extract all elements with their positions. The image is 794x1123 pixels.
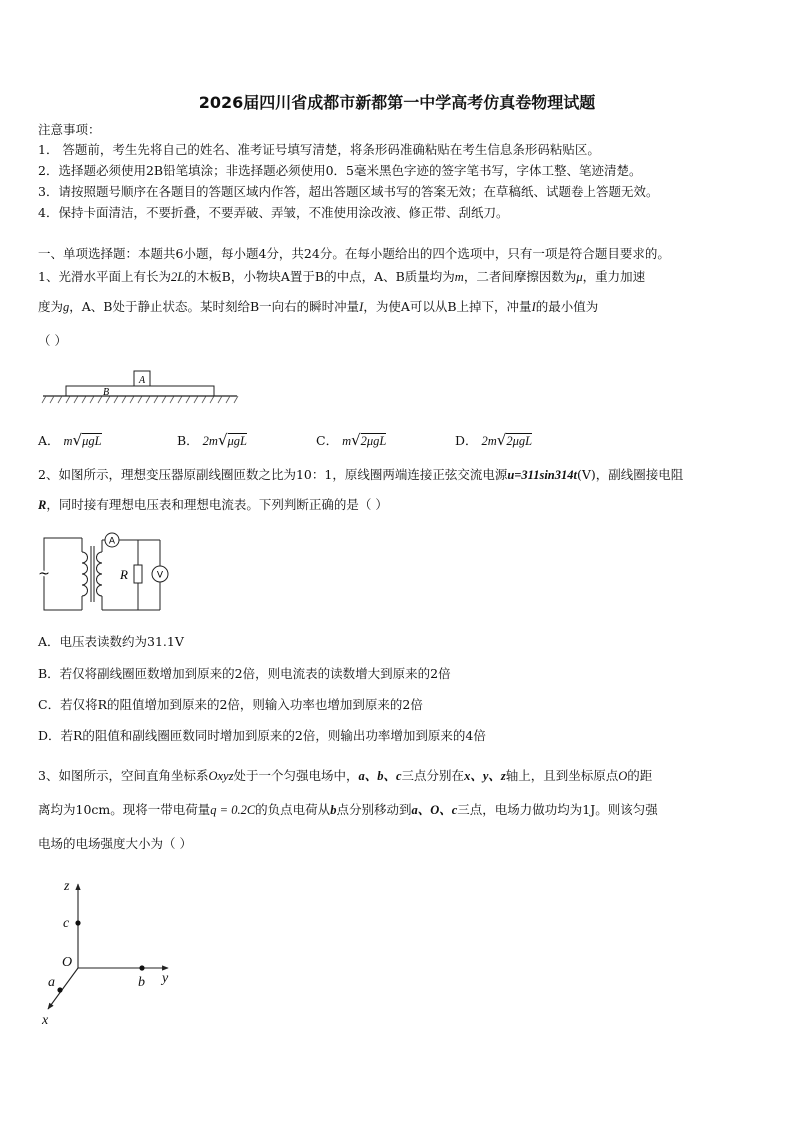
notice-heading: 注意事项： <box>38 122 101 137</box>
y-label: y <box>162 971 169 986</box>
question-1-text: 1、光滑水平面上有长为2L的木板B，小物块A置于B的中点，A、B质量均为m，二者间摩擦因数为μ，重力加速 度为g，A、B处于静止状态。某时刻给B一向右的瞬时冲量I，为使A可以从B上掉下，冲量I的最小值为 <box>38 269 646 314</box>
transformer-circuit-figure <box>38 530 173 615</box>
voltmeter-label: V <box>156 570 164 581</box>
secondary-coil <box>97 552 103 596</box>
notice-item-1: 1． 答题前，考生先将自己的姓名、准考证号填写清楚，将条形码准确粘贴在考生信息条形码粘贴区。 <box>38 142 600 157</box>
page-title: 2026届四川省成都市新都第一中学高考仿真卷物理试题 <box>198 93 596 112</box>
b-label: b <box>138 975 145 990</box>
section-heading: 一、单项选择题：本题共6小题，每小题4分，共24分。在每小题给出的四个选项中，只有一项是符合题目要求的。 <box>38 246 670 261</box>
resistor-label: R <box>120 567 128 582</box>
question-1-paren: （ ） <box>38 333 67 348</box>
notice-item-4: 4．保持卡面清洁，不要折叠，不要弄破、弄皱，不准使用涂改液、修正带、刮纸刀。 <box>38 205 509 220</box>
resistor <box>134 565 142 583</box>
board-block-figure <box>40 366 240 408</box>
q2-option-b[interactable]: B．若仅将副线圈匝数增加到原来的2倍，则电流表的读数增大到原来的2倍 <box>38 666 451 681</box>
question-2-text: 2、如图所示，理想变压器原副线圈匝数之比为10：1，原线圈两端连接正弦交流电源u=311sin314t(V)，副线圈接电阻 R，同时接有理想电压表和理想电流表。下列判断正确的是（ ） <box>38 467 684 512</box>
x-label: x <box>42 1013 49 1028</box>
q1-option-b[interactable]: B． 2m√μgL <box>177 431 247 449</box>
z-label: z <box>64 879 70 894</box>
ammeter-label: A <box>108 536 116 547</box>
a-label: a <box>48 975 55 990</box>
notice-item-3: 3．请按照题号顺序在各题目的答题区域内作答，超出答题区域书写的答案无效；在草稿纸、试题卷上答题无效。 <box>38 184 659 199</box>
primary-coil <box>82 552 88 596</box>
c-label: c <box>63 916 70 931</box>
origin-label: O <box>62 955 73 970</box>
notice-item-2: 2．选择题必须使用2B铅笔填涂；非选择题必须使用0．5毫米黑色字迹的签字笔书写，字体工整、笔迹清楚。 <box>38 163 642 178</box>
point-c <box>75 920 80 925</box>
q2-option-c[interactable]: C．若仅将R的阻值增加到原来的2倍，则输入功率也增加到原来的2倍 <box>38 697 423 712</box>
label-a: A <box>138 375 146 386</box>
q2-option-d[interactable]: D．若R的阻值和副线圈匝数同时增加到原来的2倍，则输出功率增加到原来的4倍 <box>38 728 486 743</box>
q2-option-a[interactable]: A．电压表读数约为31.1V <box>38 634 184 649</box>
board-b <box>66 386 214 396</box>
point-b <box>139 965 144 970</box>
point-a <box>57 987 62 992</box>
question-3-text: 3、如图所示，空间直角坐标系Oxyz处于一个匀强电场中，a、b、c三点分别在x、y、z轴上，且到坐标原点O的距 离均为10cm。现将一带电荷量q = 0.2C的负点电荷从b点分别移动到a、O、c三点，电场力做功均为1J。则该匀强 电场的电场强度大小为（ ） <box>38 768 658 851</box>
q1-option-a[interactable]: A． m√μgL <box>38 431 102 449</box>
coordinate-axes-figure <box>38 876 188 1028</box>
label-b: B <box>102 387 110 398</box>
q1-option-c[interactable]: C． m√2μgL <box>316 431 387 449</box>
ac-source-symbol: ~ <box>38 566 50 582</box>
q1-option-d[interactable]: D． 2m√2μgL <box>455 431 533 449</box>
